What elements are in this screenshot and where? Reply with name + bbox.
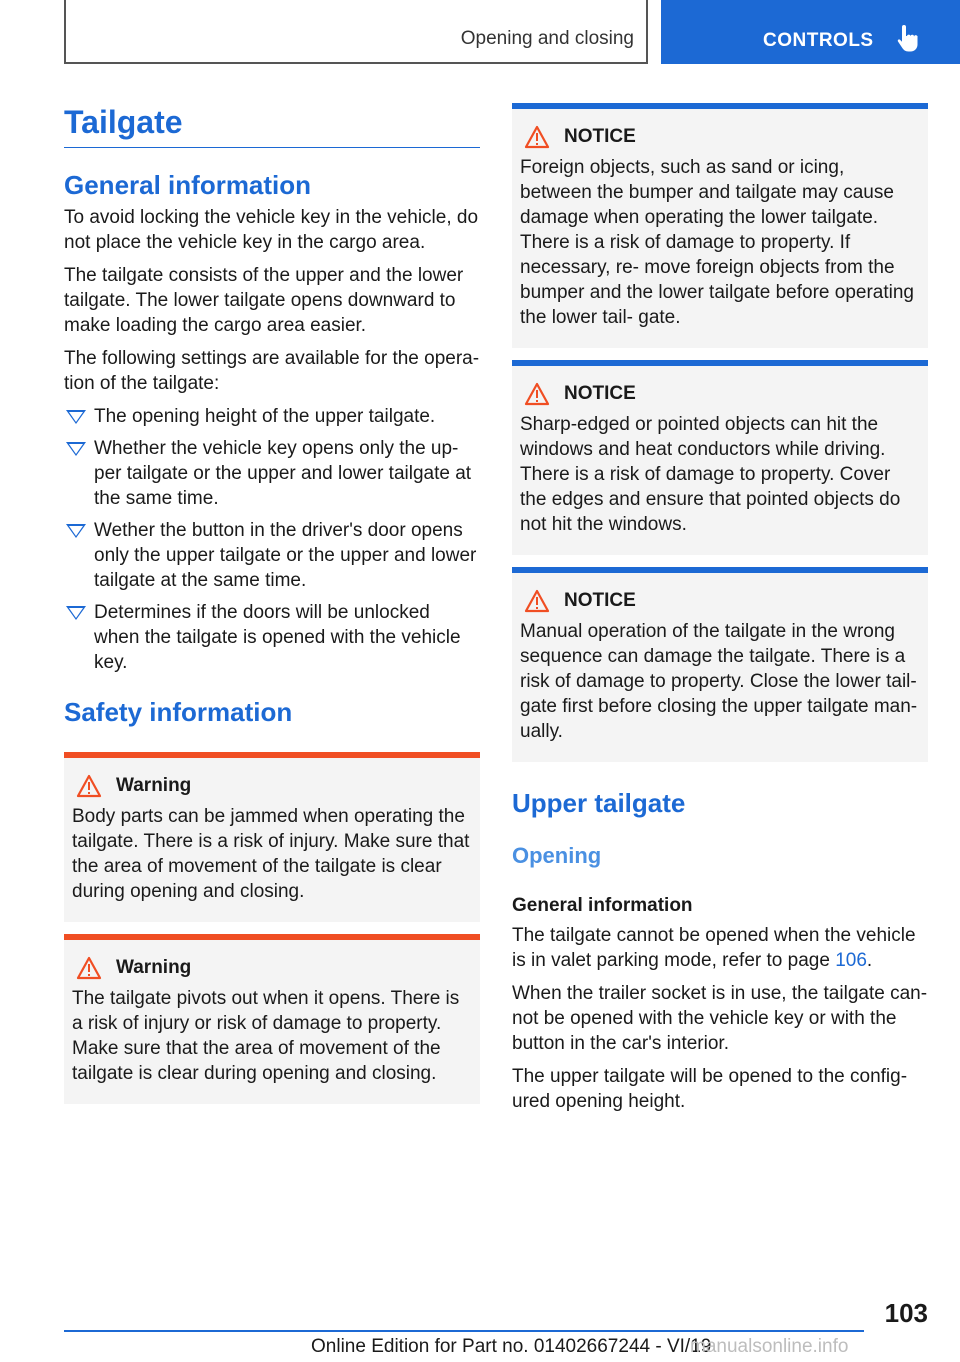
header-section-title: Opening and closing (460, 28, 634, 49)
triangle-bullet-icon (66, 410, 86, 424)
triangle-bullet-icon (66, 524, 86, 538)
notice-box (512, 360, 928, 555)
warning-triangle-icon (76, 774, 102, 798)
header-chapter-title: CONTROLS (763, 30, 874, 51)
warning-box (64, 934, 480, 1104)
warning-text: Body parts can be jammed when operating the tailgate. There is a risk of injury. Make sure that the area of movement of the tailgate is clear during opening and closing. (72, 806, 470, 902)
notice-label: NOTICE (564, 590, 636, 611)
warning-text: The tailgate pivots out when it opens. There is a risk of injury or risk of damage to property. Make sure that the area of movement of the tailgate is clear during opening and closing. (72, 988, 460, 1084)
upper-tailgate-heading: Upper tailgate (512, 788, 686, 818)
list-item: The opening height of the upper tailgate. (64, 404, 480, 429)
warning-triangle-icon (76, 956, 102, 980)
page-reference-link[interactable]: 106 (835, 950, 867, 971)
list-item: Wether the button in the driver's door opens only the upper tailgate or the upper and lower tailgate at the same time. (64, 518, 480, 593)
notice-label: NOTICE (564, 126, 636, 147)
paragraph: The tailgate consists of the upper and the lower tailgate. The lower tailgate opens downward to make loading the cargo area easier. (64, 265, 464, 336)
warning-triangle-icon (524, 125, 550, 149)
warning-box (64, 752, 480, 922)
left-column (64, 100, 480, 1104)
page-title: Tailgate (64, 100, 480, 148)
paragraph: The following settings are available for the opera‐ tion of the tailgate: (64, 348, 480, 394)
settings-list (64, 404, 480, 675)
right-column (512, 103, 928, 1114)
paragraph: The tailgate cannot be opened when the vehicle is in valet parking mode, refer to page 106. (512, 925, 916, 971)
edition-note: Online Edition for Part no. 01402667244 - VI/19 (311, 1336, 712, 1357)
notice-text: Sharp-edged or pointed objects can hit the windows and heat conductors while driving. There is a risk of damage to property. Cover the edges and ensure that pointed objects do not hit the windows. (520, 414, 901, 535)
footer-divider (64, 1330, 864, 1332)
paragraph: To avoid locking the vehicle key in the vehicle, do not place the vehicle key in the cargo area. (64, 207, 479, 253)
notice-text: Manual operation of the tailgate in the wrong sequence can damage the tailgate. There is a risk of damage to property. Close the lower tail‐ gate first before closing the upper tailgate man‐ ually. (520, 621, 918, 742)
page-number: 103 (884, 1298, 928, 1328)
list-item: Determines if the doors will be unlocked when the tailgate is opened with the vehicle key. (64, 600, 480, 675)
header-section-tab (64, 0, 648, 64)
notice-label: NOTICE (564, 383, 636, 404)
notice-box (512, 567, 928, 762)
opening-heading: Opening (512, 843, 602, 868)
warning-triangle-icon (524, 589, 550, 613)
general-information-heading: General information (64, 170, 312, 200)
paragraph: When the trailer socket is in use, the tailgate can‐ not be opened with the vehicle key or with the button in the car's interior. (512, 983, 928, 1054)
header-chapter-tab (661, 0, 960, 64)
triangle-bullet-icon (66, 606, 86, 620)
notice-box (512, 103, 928, 348)
warning-triangle-icon (524, 382, 550, 406)
watermark: manualsonline.info (690, 1336, 849, 1357)
paragraph: The upper tailgate will be opened to the config‐ ured opening height. (512, 1066, 908, 1112)
warning-label: Warning (116, 957, 192, 978)
triangle-bullet-icon (66, 442, 86, 456)
general-information-subheading: General information (512, 895, 693, 916)
warning-label: Warning (116, 775, 192, 796)
safety-information-heading: Safety information (64, 697, 293, 727)
list-item: Whether the vehicle key opens only the up‐ per tailgate or the upper and lower tailgate at the same time. (64, 436, 480, 511)
notice-text: Foreign objects, such as sand or icing, between the bumper and tailgate may cause damage when operating the lower tailgate. There is a risk of damage to property. If necessary, re‐ move foreign objects from the bumper and the lower tailgate before operating the lower tail‐ gate. (520, 157, 914, 328)
pointing-hand-icon (895, 25, 919, 53)
